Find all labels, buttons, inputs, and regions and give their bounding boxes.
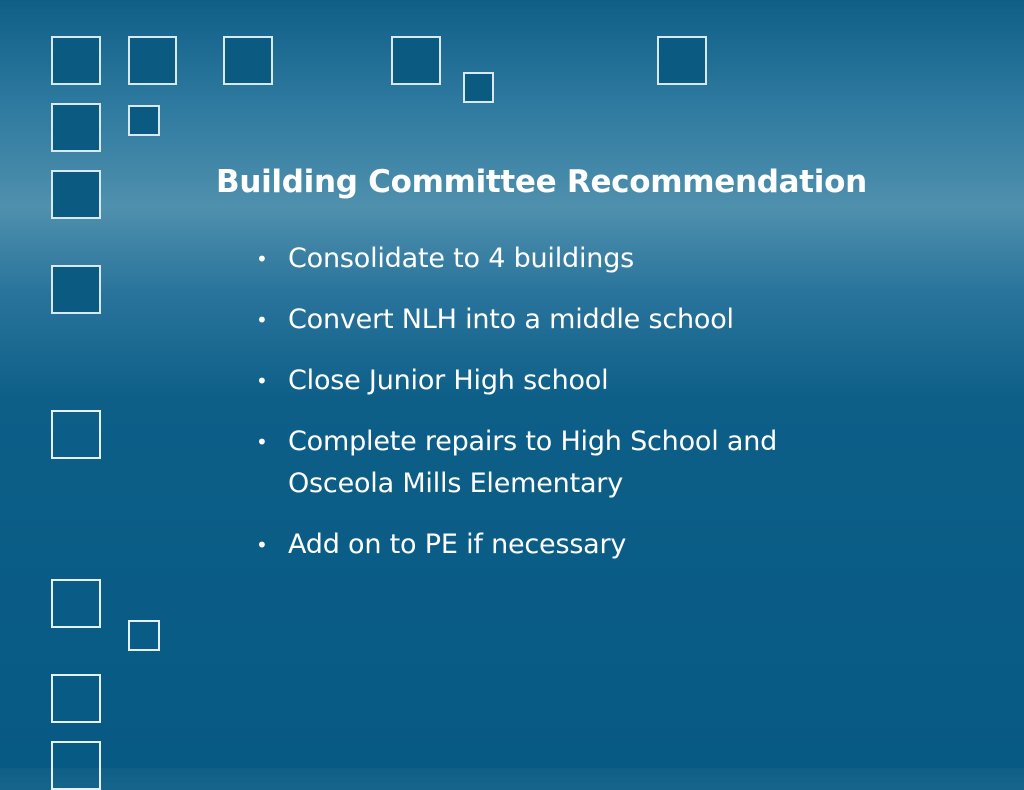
decorative-square <box>657 36 707 85</box>
bullet-icon: • <box>256 533 268 557</box>
bullet-icon: • <box>256 430 268 454</box>
decorative-square <box>128 105 160 136</box>
bullet-text: Convert NLH into a middle school <box>288 304 734 335</box>
bullet-icon: • <box>256 247 268 271</box>
decorative-square <box>51 36 101 85</box>
decorative-square <box>463 72 494 103</box>
bullet-text: Complete repairs to High School and Osceola Mills Elementary <box>288 426 778 499</box>
slide-title: Building Committee Recommendation <box>216 164 867 200</box>
bullet-item <box>256 238 876 280</box>
decorative-square <box>128 36 177 85</box>
decorative-square <box>51 103 101 152</box>
bullet-text: Add on to PE if necessary <box>288 529 627 560</box>
bullet-text: Consolidate to 4 buildings <box>288 243 634 274</box>
decorative-square <box>223 36 273 85</box>
decorative-square <box>51 410 101 459</box>
bullet-list <box>256 238 876 585</box>
bullet-text: Close Junior High school <box>288 365 609 396</box>
decorative-square <box>51 741 101 790</box>
bullet-icon: • <box>256 369 268 393</box>
decorative-square <box>51 579 101 628</box>
decorative-square <box>128 620 160 651</box>
bullet-item <box>256 299 876 341</box>
decorative-square <box>51 674 101 723</box>
decorative-square <box>391 36 441 85</box>
bullet-item <box>256 421 876 505</box>
bullet-icon: • <box>256 308 268 332</box>
bullet-item <box>256 524 876 566</box>
decorative-square <box>51 170 101 219</box>
bullet-item <box>256 360 876 402</box>
decorative-square <box>51 265 101 314</box>
